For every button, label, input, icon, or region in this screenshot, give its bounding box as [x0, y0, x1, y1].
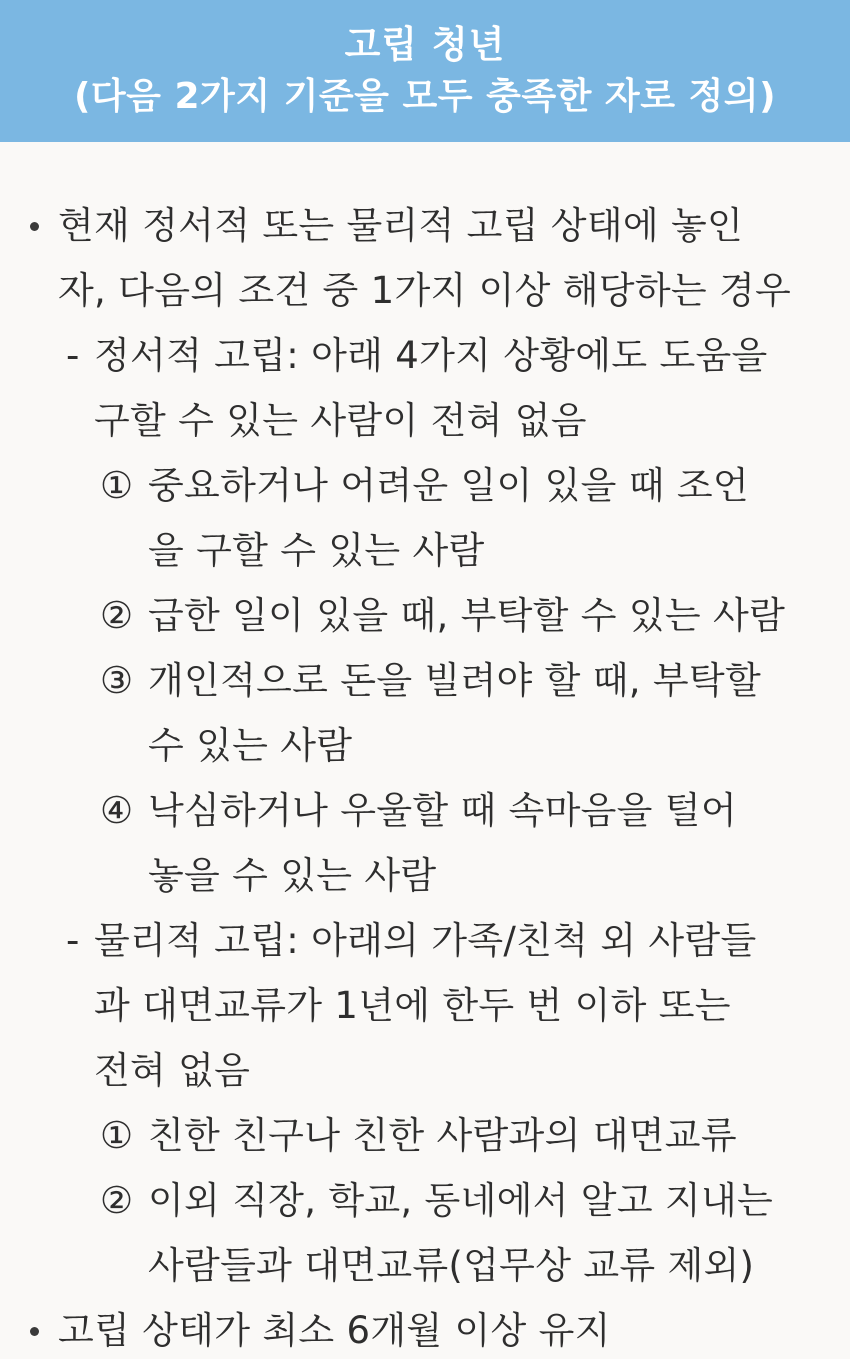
physical-sub-1-line-1: 친한 친구나 친한 사람과의 대면교류 — [148, 1114, 737, 1157]
dash-marker: - — [66, 919, 80, 962]
page-title: 고립 청년 — [344, 23, 506, 66]
emotional-isolation-line-2: 구할 수 있는 사람이 전혀 없음 — [94, 399, 587, 442]
criterion-2-line-1: 고립 상태가 최소 6개월 이상 유지 — [58, 1309, 611, 1352]
physical-sub-2-line-2: 사람들과 대면교류(업무상 교류 제외) — [148, 1244, 755, 1287]
circled-number-4: ④ — [100, 789, 134, 832]
circled-number-2: ② — [100, 1179, 134, 1222]
emotional-sub-2-line-1: 급한 일이 있을 때, 부탁할 수 있는 사람 — [148, 594, 786, 637]
criterion-1-line-1: 현재 정서적 또는 물리적 고립 상태에 놓인 — [58, 204, 744, 247]
circled-number-3: ③ — [100, 659, 134, 702]
circled-number-1: ① — [100, 1114, 134, 1157]
bullet-icon — [30, 1327, 39, 1336]
physical-isolation-line-3: 전혀 없음 — [94, 1049, 251, 1092]
bullet-icon — [30, 222, 39, 231]
criterion-1-line-2: 자, 다음의 조건 중 1가지 이상 해당하는 경우 — [58, 269, 792, 312]
circled-number-1: ① — [100, 464, 134, 507]
emotional-sub-1-line-2: 을 구할 수 있는 사람 — [148, 529, 485, 572]
physical-sub-2-line-1: 이외 직장, 학교, 동네에서 알고 지내는 — [148, 1179, 774, 1222]
dash-marker: - — [66, 334, 80, 377]
physical-isolation-line-2: 과 대면교류가 1년에 한두 번 이하 또는 — [94, 984, 731, 1027]
emotional-sub-3-line-1: 개인적으로 돈을 빌려야 할 때, 부탁할 — [148, 659, 761, 702]
page-subtitle: (다음 2가지 기준을 모두 충족한 자로 정의) — [73, 76, 777, 117]
emotional-sub-1-line-1: 중요하거나 어려운 일이 있을 때 조언 — [148, 464, 749, 507]
physical-isolation-line-1: 물리적 고립: 아래의 가족/친척 외 사람들 — [94, 919, 757, 962]
emotional-sub-4-line-2: 놓을 수 있는 사람 — [148, 854, 437, 897]
emotional-sub-4-line-1: 낙심하거나 우울할 때 속마음을 털어 — [148, 789, 737, 832]
header-banner — [0, 0, 850, 142]
emotional-sub-3-line-2: 수 있는 사람 — [148, 724, 353, 767]
emotional-isolation-line-1: 정서적 고립: 아래 4가지 상황에도 도움을 — [94, 334, 768, 377]
circled-number-2: ② — [100, 594, 134, 637]
criteria-list — [0, 142, 850, 1359]
